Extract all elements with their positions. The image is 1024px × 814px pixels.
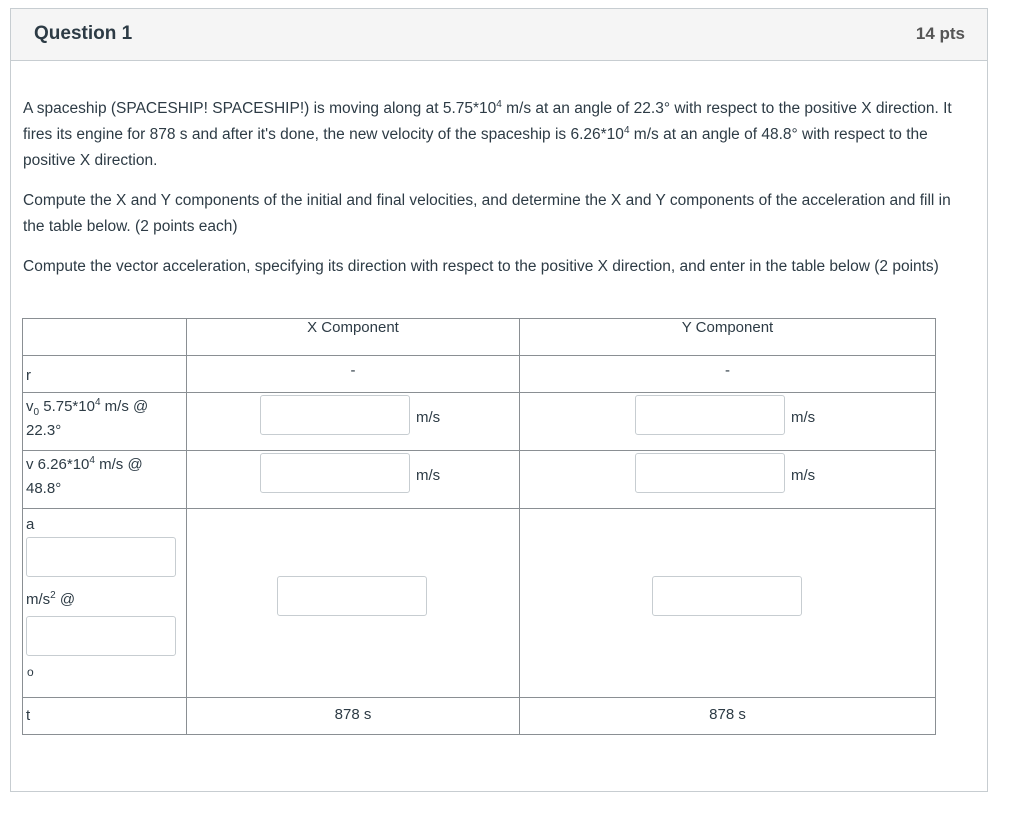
a-y-input[interactable] [652, 576, 802, 616]
v-y-input[interactable] [635, 453, 785, 493]
table-row-r [23, 356, 936, 393]
row-label-v: v $6.26*10^4$ m/s @ 48.8° [26, 455, 143, 497]
header-y-component: Y Component [520, 319, 936, 356]
v0-x-input[interactable] [260, 395, 410, 435]
acceleration-magnitude-input[interactable] [26, 537, 176, 577]
a-x-input[interactable] [277, 576, 427, 616]
degree-symbol: o [27, 665, 34, 679]
acceleration-unit: $m/s^2$ @ [26, 590, 76, 608]
table-row-v [23, 451, 936, 509]
row-label-a: a [26, 516, 35, 533]
t-y-value: 878 s [709, 706, 746, 723]
t-x-value: 878 s [334, 706, 372, 723]
v-y-unit: m/s [791, 467, 816, 484]
question-paragraph-3: Compute the vector acceleration, specifying its direction with respect to the positive X direction, and enter in the table below (2 points) [23, 258, 939, 275]
r-y-value: - [725, 362, 730, 379]
row-label-t: t [26, 707, 31, 724]
table-row-v0 [23, 393, 936, 451]
question-title: Question 1 [34, 23, 133, 44]
question-points: 14 pts [915, 24, 965, 43]
r-x-value: - [350, 362, 356, 379]
question-paragraph-1: A spaceship (SPACESHIP! SPACESHIP!) is moving along at $5.75*10^4$ m/s at an angle of 22.3° with respect to the positive X direction. It fires its engine for 878 s and after it's done, the new velocity of the spaceship is $6.26*10^4$ m/s at an angle of 48.8° with respect to the positive X direction. [23, 98, 952, 169]
v-x-input[interactable] [260, 453, 410, 493]
row-label-r: r [26, 367, 31, 384]
v0-x-unit: m/s [416, 409, 441, 426]
table-row-t [23, 698, 936, 735]
question-paragraph-2: Compute the X and Y components of the initial and final velocities, and determine the X and Y components of the acceleration and fill in the table below. (2 points each) [23, 192, 951, 235]
answer-table [22, 318, 936, 735]
header-x-component: X Component [187, 319, 520, 356]
question-text [23, 96, 958, 294]
table-row-a [23, 509, 936, 698]
header-empty-cell [23, 319, 187, 356]
v0-y-input[interactable] [635, 395, 785, 435]
v0-y-unit: m/s [791, 409, 816, 426]
table-header-row [23, 319, 936, 356]
question-header [11, 9, 987, 61]
row-label-v0: $v_0$ $5.75*10^4$ m/s @ 22.3° [26, 397, 149, 439]
acceleration-angle-input[interactable] [26, 616, 176, 656]
v-x-unit: m/s [416, 467, 441, 484]
